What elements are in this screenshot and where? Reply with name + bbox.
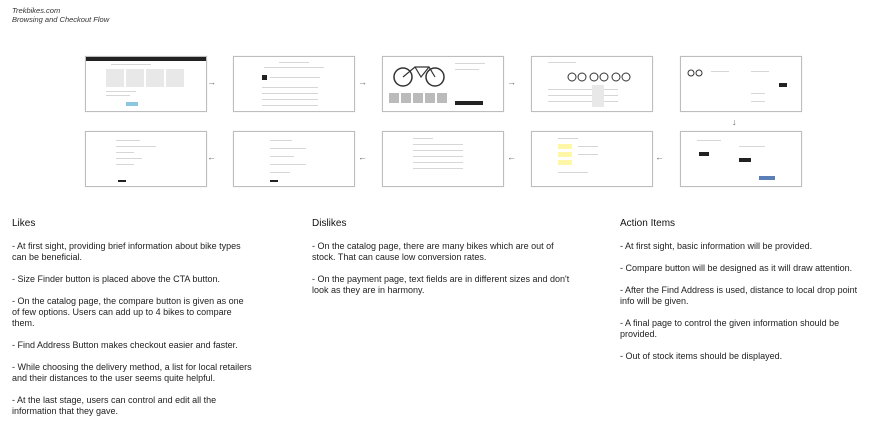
thumb-product-page	[382, 56, 504, 112]
action-item: - After the Find Address is used, distance to local drop point info will be given.	[620, 285, 858, 306]
action-item: - A final page to control the given information should be provided.	[620, 318, 840, 339]
dislikes-section	[312, 218, 576, 307]
action-item: - Out of stock items should be displayed.	[620, 351, 783, 361]
likes-section	[12, 218, 252, 428]
thumb-payment-form	[233, 131, 355, 187]
likes-item: - Size Finder button is placed above the CTA button.	[12, 274, 220, 284]
thumb-login-checkout	[680, 131, 802, 187]
thumb-delivery-form	[382, 131, 504, 187]
flow-subtitle: Browsing and Checkout Flow	[12, 15, 110, 24]
thumb-home-page	[85, 56, 207, 112]
thumb-cart-page	[680, 56, 802, 112]
likes-item: - Find Address Button makes checkout easier and faster.	[12, 340, 238, 350]
flow-arrow-right-1: →	[207, 77, 216, 87]
flow-arrow-right-2: →	[358, 77, 367, 87]
flow-arrow-left-4: ←	[655, 152, 664, 162]
flow-header	[12, 6, 109, 24]
likes-title: Likes	[12, 218, 36, 229]
action-items-title: Action Items	[620, 218, 676, 229]
thumb-compare-page	[531, 56, 653, 112]
thumb-address-form	[531, 131, 653, 187]
thumb-order-review	[85, 131, 207, 187]
action-items-section	[620, 218, 860, 373]
dislikes-item: - On the catalog page, there are many bikes which are out of stock. That can cause low conversion rates.	[312, 241, 554, 262]
flow-arrow-left-1: ←	[207, 152, 216, 162]
dislikes-title: Dislikes	[312, 218, 347, 229]
flow-arrow-left-3: ←	[507, 152, 516, 162]
thumb-size-finder	[233, 56, 355, 112]
likes-item: - At the last stage, users can control and edit all the information that they gave.	[12, 395, 217, 416]
likes-item: - While choosing the delivery method, a list for local retailers and their distances to the user seems quite helpful.	[12, 362, 252, 383]
site-title: Trekbikes.com	[12, 6, 61, 15]
likes-item: - On the catalog page, the compare button is given as one of few options. Users can add up to 4 bikes to compare them.	[12, 296, 244, 328]
dislikes-item: - On the payment page, text fields are in different sizes and don't look as they are in harmony.	[312, 274, 570, 295]
flow-arrow-down: ↓	[732, 117, 737, 127]
action-item: - Compare button will be designed as it will draw attention.	[620, 263, 853, 273]
flow-arrow-left-2: ←	[358, 152, 367, 162]
action-item: - At first sight, basic information will be provided.	[620, 241, 813, 251]
likes-item: - At first sight, providing brief information about bike types can be beneficial.	[12, 241, 241, 262]
flow-arrow-right-3: →	[507, 77, 516, 87]
